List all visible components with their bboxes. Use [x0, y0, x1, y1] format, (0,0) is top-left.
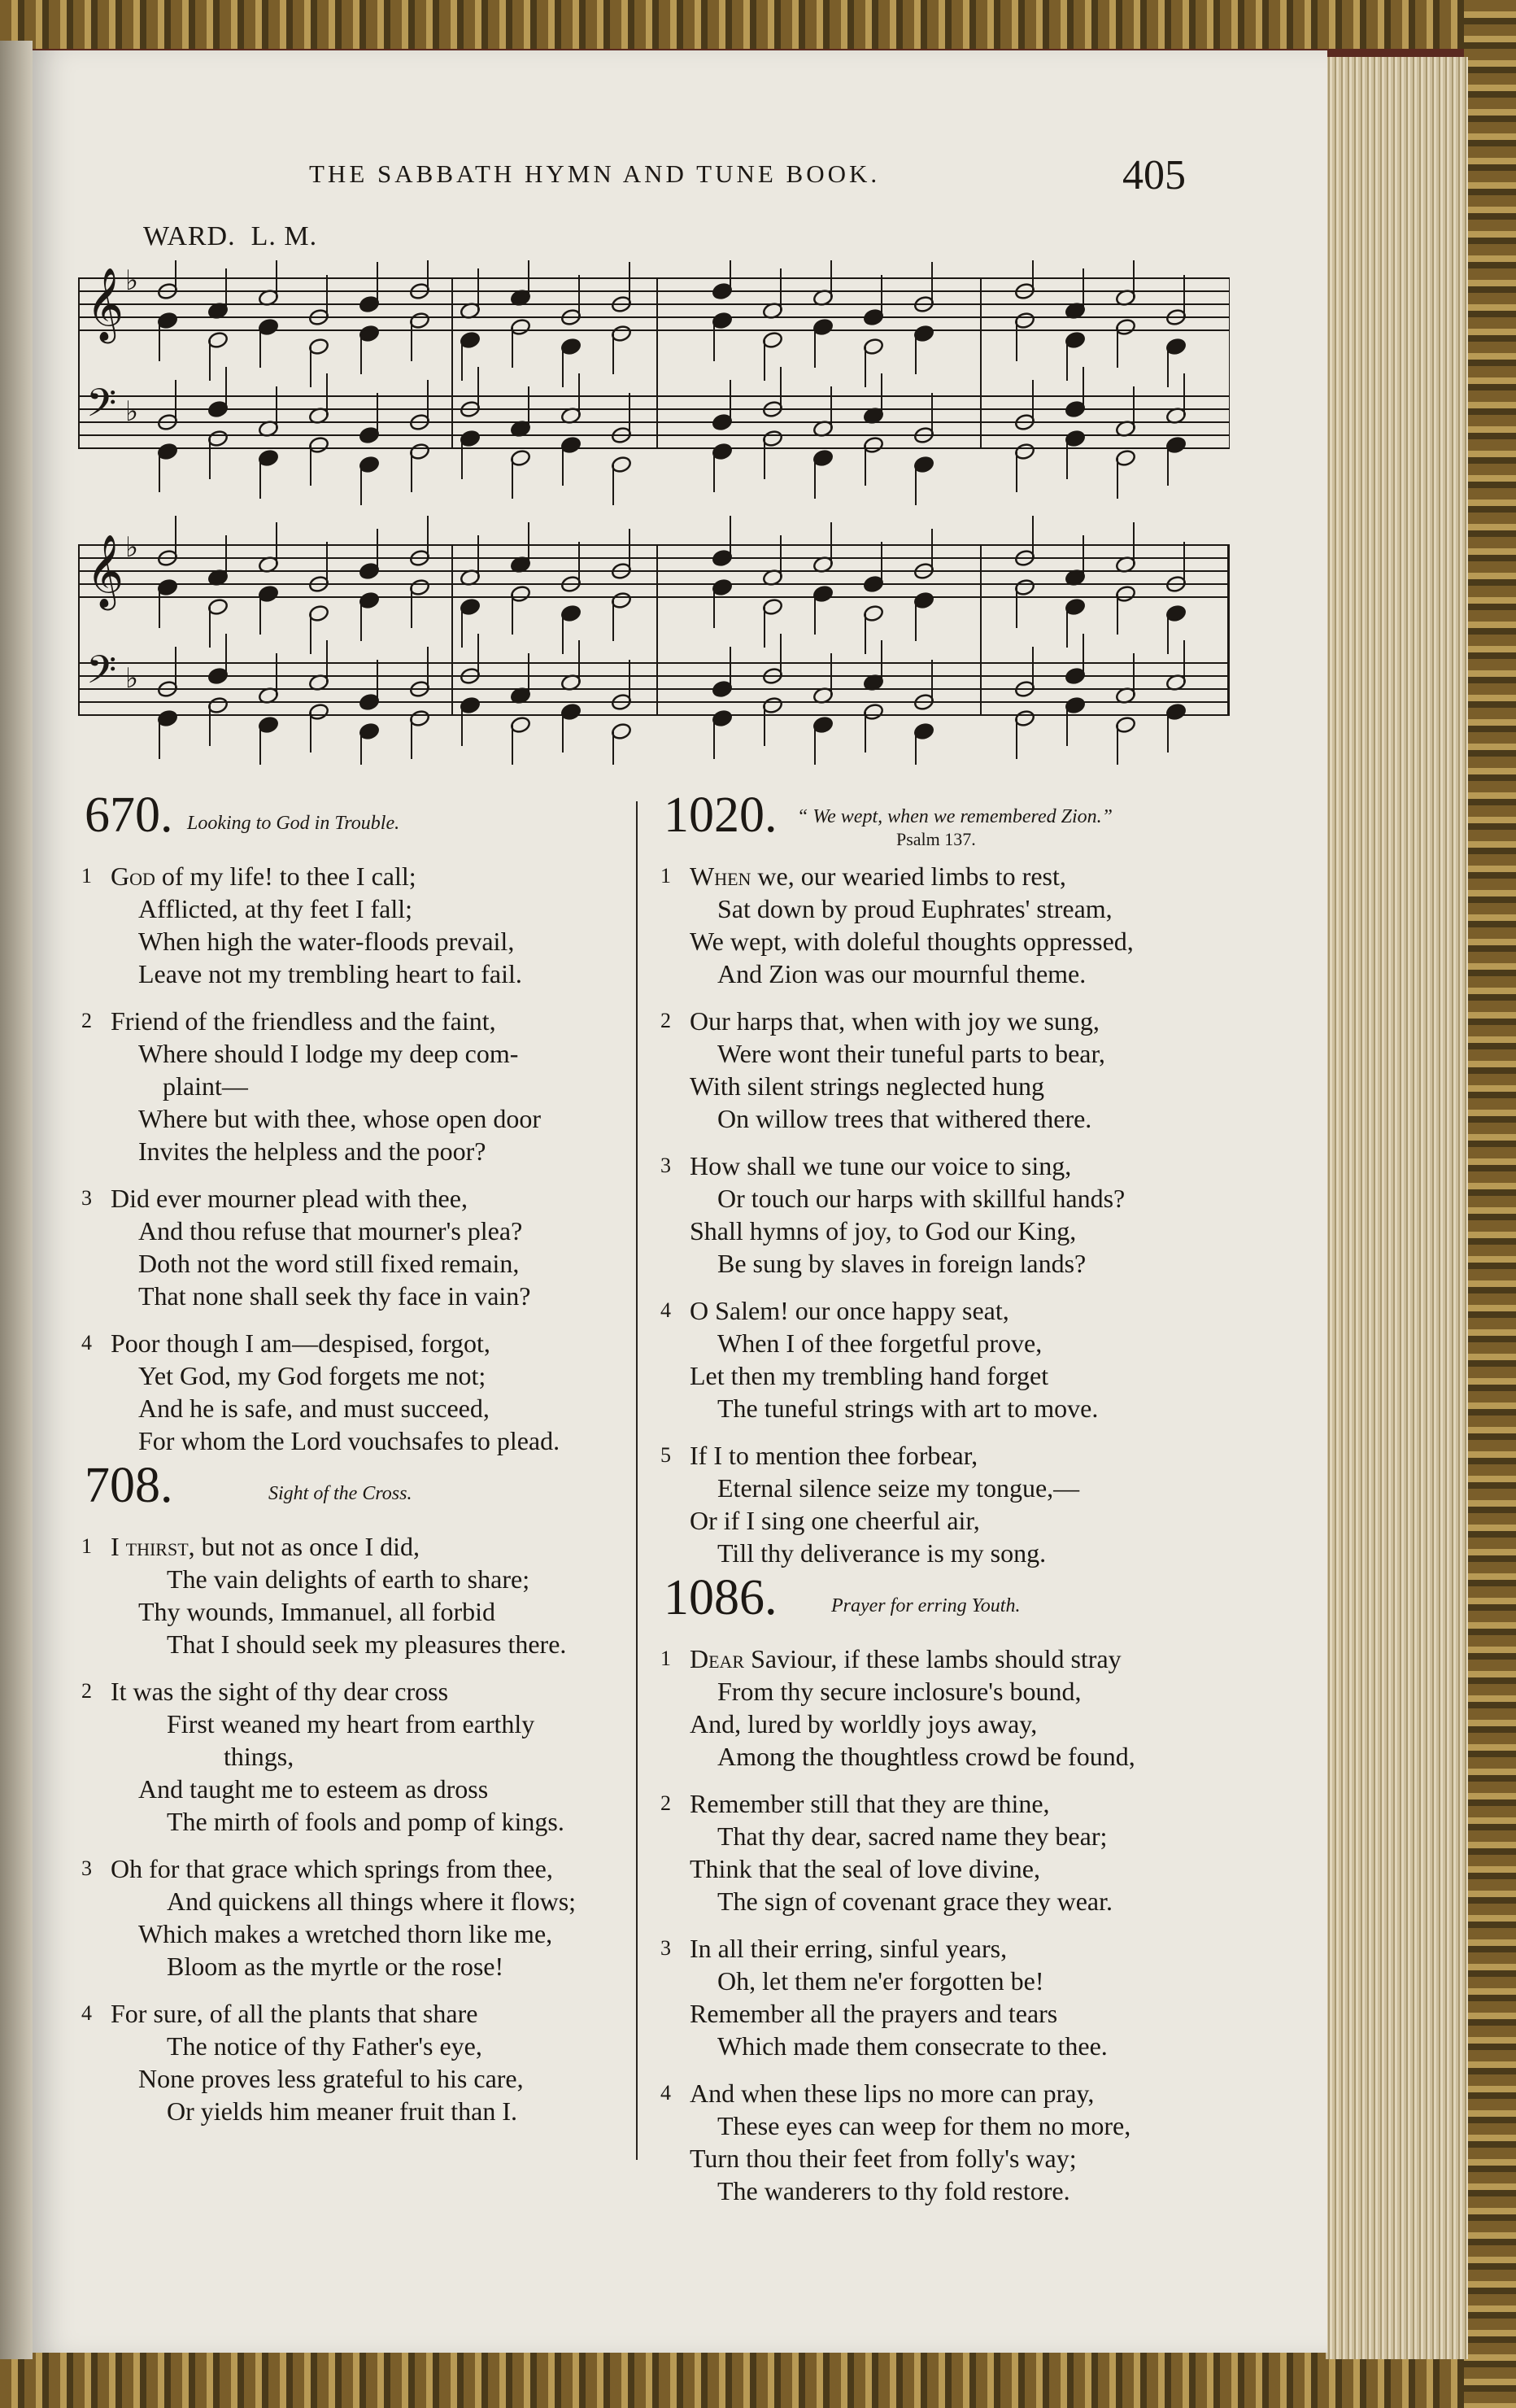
hymn-title: Looking to God in Trouble.	[187, 813, 400, 834]
hymn-title: Sight of the Cross.	[268, 1483, 412, 1504]
facing-page-edge	[0, 41, 33, 2359]
tune-name	[143, 221, 317, 252]
left-column	[81, 787, 618, 2142]
stanza: 3 How shall we tune our voice to sing, Or touch our harps with skillful hands? Shall hymns of joy, to God our King, Be sung by slaves in foreign lands?	[660, 1151, 1126, 1278]
stanza: 1 When we, our wearied limbs to rest, Sat down by proud Euphrates' stream, We wept, with doleful thoughts oppressed, And Zion was our mournful theme.	[660, 862, 1134, 988]
tune-title: WARD.	[143, 221, 236, 251]
hymn-670	[81, 787, 618, 1457]
key-signature-flat: ♭	[125, 264, 139, 297]
hymn-title: Prayer for erring Youth.	[831, 1595, 1021, 1616]
bass-clef: 𝄢	[86, 647, 117, 702]
bass-clef: 𝄢	[86, 380, 117, 435]
tune-meter: L. M.	[250, 221, 318, 251]
page-number: 405	[1122, 152, 1186, 198]
hymn-title: “ We wept, when we remembered Zion.”	[797, 806, 1113, 827]
key-signature-flat: ♭	[125, 395, 139, 428]
stanza: 3 Did ever mourner plead with thee, And thou refuse that mourner's plea? Doth not the word still fixed remain, That none shall seek thy face in vain?	[81, 1184, 531, 1311]
hymn-1020	[660, 787, 1197, 1569]
stanza: 4 O Salem! our once happy seat, When I of thee forgetful prove, Let then my trembling hand forget The tuneful strings with art to move.	[660, 1296, 1099, 1423]
hymn-number: 1086.	[664, 1570, 778, 1625]
key-signature-flat: ♭	[125, 662, 139, 695]
stanza: 3 In all their erring, sinful years, Oh, let them ne'er forgotten be! Remember all the prayers and tears Which made them consecrate to thee.	[660, 1934, 1108, 2061]
gilt-border-right	[1464, 0, 1516, 2408]
stanza: 2 Remember still that they are thine, That thy dear, sacred name they bear; Think that the seal of love divine, The sign of covenant grace they wear.	[660, 1789, 1113, 1916]
stanza: 4 And when these lips no more can pray, These eyes can weep for them no more, Turn thou their feet from folly's way; The wanderers to thy fold restore.	[660, 2079, 1131, 2205]
stanza: 4 For sure, of all the plants that share The notice of thy Father's eye, None proves less grateful to his care, Or yields him meaner fruit than I.	[81, 1999, 524, 2126]
stanza: 2 Our harps that, when with joy we sung, Were wont their tuneful parts to bear, With silent strings neglected hung On willow trees that withered there.	[660, 1006, 1105, 1133]
hymn-708	[81, 1458, 618, 2127]
music-score	[78, 260, 1230, 765]
hymn-reference: Psalm 137.	[896, 829, 976, 849]
stanza: 3 Oh for that grace which springs from thee, And quickens all things where it flows; Which makes a wretched thorn like me, Bloom as the myrtle or the rose!	[81, 1854, 577, 1981]
hymn-number: 708.	[85, 1458, 173, 1513]
stanza: 4 Poor though I am—despised, forgot, Yet God, my God forgets me not; And he is safe, and must succeed, For whom the Lord vouchsafes to plead.	[81, 1328, 560, 1455]
running-title: THE SABBATH HYMN AND TUNE BOOK.	[309, 159, 881, 188]
stanza: 1 God of my life! to thee I call; Afflicted, at thy feet I fall; When high the water-floods prevail, Leave not my trembling heart to fail.	[81, 862, 522, 988]
gilt-border-bottom	[0, 2351, 1516, 2408]
hymn-number: 1020.	[664, 787, 778, 843]
treble-clef: 𝄞	[86, 534, 124, 608]
column-divider	[636, 801, 638, 2160]
treble-clef: 𝄞	[86, 268, 124, 341]
key-signature-flat: ♭	[125, 531, 139, 564]
gilt-border-top	[0, 0, 1516, 49]
stanza: 5 If I to mention thee forbear, Eternal silence seize my tongue,— Or if I sing one cheerful air, Till thy deliverance is my song.	[660, 1441, 1080, 1568]
stanza: 2 Friend of the friendless and the faint, Where should I lodge my deep com- plaint— Where but with thee, whose open door Invites the helpless and the poor?	[81, 1006, 541, 1166]
page-block-edge	[1326, 57, 1468, 2359]
hymn-number: 670.	[85, 787, 173, 843]
hymn-1086	[660, 1570, 1197, 2207]
stanza: 1 I thirst, but not as once I did, The vain delights of earth to share; Thy wounds, Immanuel, all forbid That I should seek my pleasures there.	[81, 1532, 567, 1659]
stanza: 2 It was the sight of thy dear cross First weaned my heart from earthly things, And taught me to esteem as dross The mirth of fools and pomp of kings.	[81, 1677, 564, 1836]
right-column	[660, 787, 1197, 2222]
stanza: 1 Dear Saviour, if these lambs should stray From thy secure inclosure's bound, And, lured by worldly joys away, Among the thoughtless crowd be found,	[660, 1644, 1135, 1771]
